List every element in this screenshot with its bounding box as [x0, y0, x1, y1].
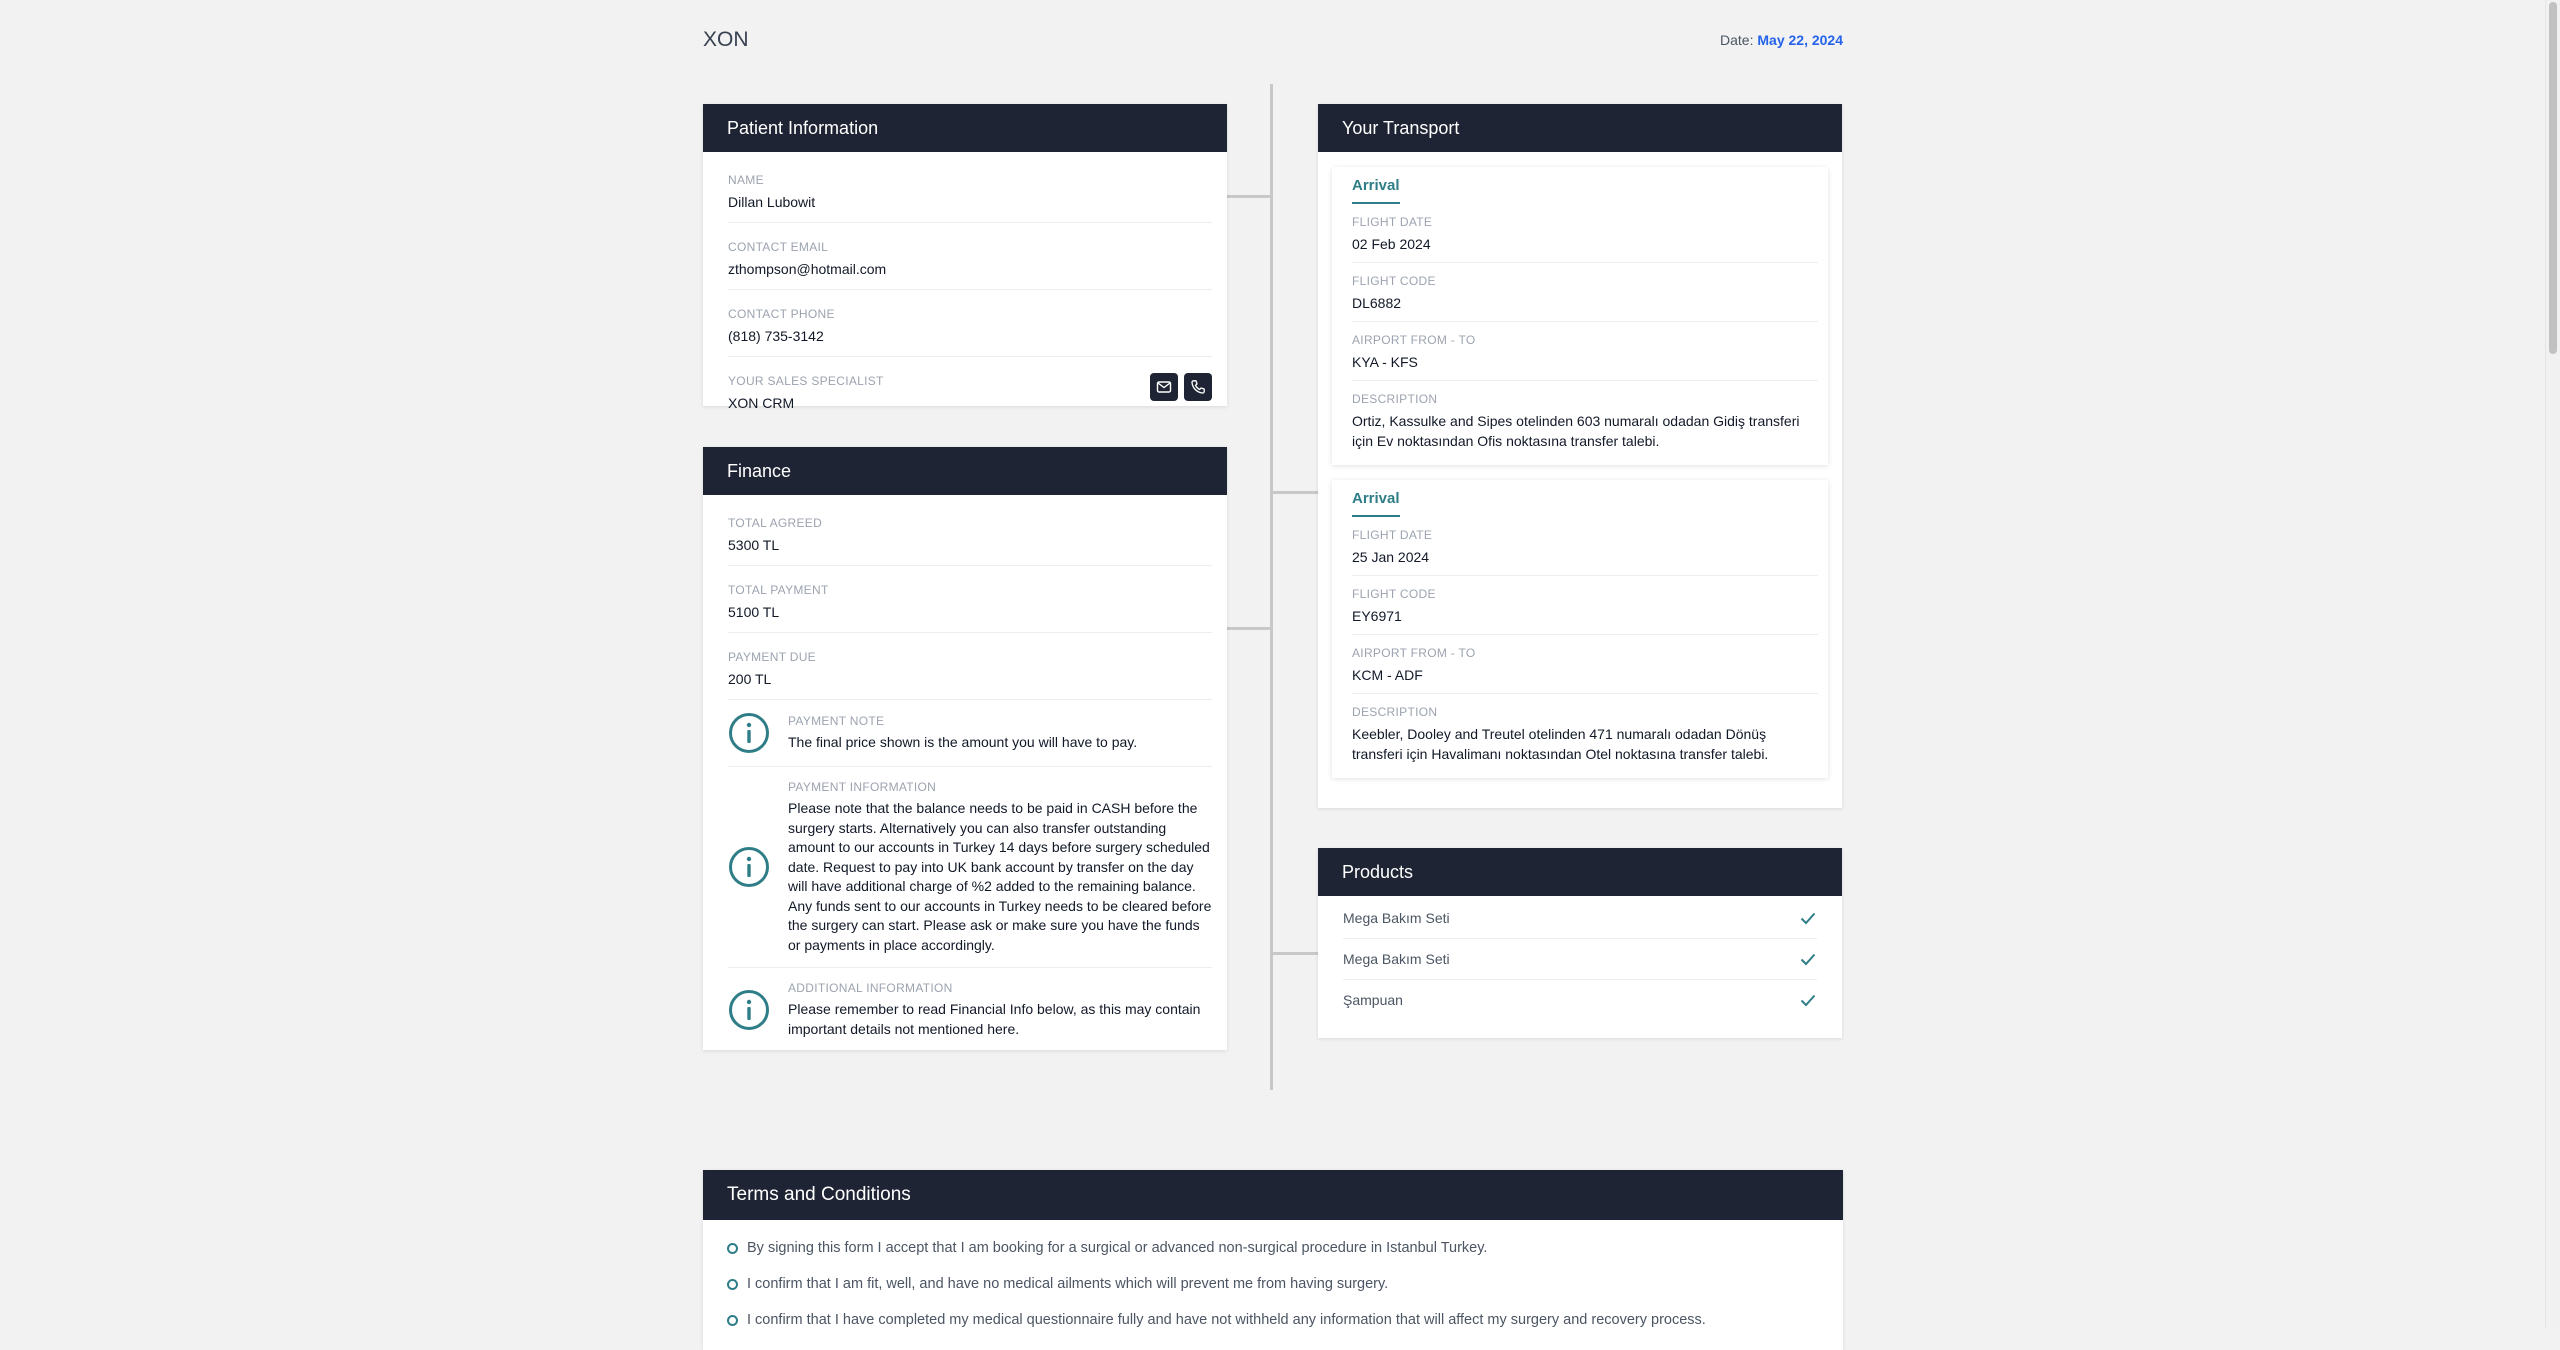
- flight-card: [1332, 480, 1828, 778]
- product-name: Mega Bakım Seti: [1343, 951, 1450, 967]
- date-label: Date:: [1720, 32, 1754, 48]
- contact-email: zthompson@hotmail.com: [728, 261, 887, 277]
- note-text: Please note that the balance needs to be paid in CASH before the surgery starts. Alternatively you can also transfer outstanding amount to our accounts in Turkey 14 days before surgery scheduled date. Request to pay into UK bank account by transfer on the day will have additional charge of %2 added to the remaining balance. Any funds sent to our accounts in Turkey needs to be cleared before the surgery can start. Please ask or make sure you have the funds or payments in place accordingly.: [788, 800, 1212, 953]
- timeline-connector: [1226, 627, 1270, 630]
- note-label: PAYMENT NOTE: [788, 714, 885, 729]
- field-label: AIRPORT FROM - TO: [1352, 333, 1476, 347]
- total-payment-field: [728, 566, 1212, 633]
- check-icon: [1799, 950, 1817, 968]
- mail-icon: [1156, 379, 1172, 395]
- info-icon: [728, 846, 770, 888]
- contact-phone-field: [728, 290, 1212, 357]
- sales-specialist: XON CRM: [728, 395, 795, 411]
- description-field: [1352, 694, 1818, 772]
- patient-name: Dillan Lubowit: [728, 194, 816, 210]
- description-field: [1352, 381, 1818, 459]
- airport-route-field: [1352, 635, 1818, 694]
- terms-title: Terms and Conditions: [703, 1170, 1843, 1220]
- transport-card: [1318, 104, 1842, 808]
- flight-date: 02 Feb 2024: [1352, 236, 1431, 252]
- flight-date-field: [1352, 204, 1818, 263]
- flight-date-field: [1352, 517, 1818, 576]
- patient-info-card: [703, 104, 1227, 411]
- transport-title: Your Transport: [1318, 104, 1842, 152]
- info-icon: [728, 989, 770, 1031]
- payment-due: 200 TL: [728, 671, 772, 687]
- sales-specialist-field: [728, 357, 1212, 423]
- field-label: TOTAL AGREED: [728, 516, 823, 530]
- additional-information-note: [728, 968, 1212, 1051]
- flight-card: [1332, 167, 1828, 465]
- product-item: [1343, 898, 1817, 939]
- field-label: FLIGHT CODE: [1352, 274, 1436, 288]
- date-value[interactable]: May 22, 2024: [1757, 32, 1843, 48]
- date-line: [1720, 32, 1843, 48]
- terms-item: By signing this form I accept that I am booking for a surgical or advanced non-surgical procedure in Istanbul Turkey.: [727, 1238, 1843, 1274]
- patient-info-title: Patient Information: [703, 104, 1227, 152]
- timeline-connector: [1273, 952, 1318, 955]
- airport-route: KCM - ADF: [1352, 667, 1423, 683]
- payment-due-field: [728, 633, 1212, 700]
- field-label: AIRPORT FROM - TO: [1352, 646, 1476, 660]
- field-label: PAYMENT DUE: [728, 650, 816, 664]
- total-agreed: 5300 TL: [728, 537, 780, 553]
- check-icon: [1799, 991, 1817, 1009]
- field-label: DESCRIPTION: [1352, 392, 1438, 406]
- terms-card: [703, 1170, 1843, 1350]
- tab-arrival[interactable]: Arrival: [1352, 490, 1400, 517]
- terms-list: [703, 1220, 1843, 1346]
- payment-note: [728, 700, 1212, 767]
- page-header: [703, 28, 1843, 58]
- finance-card: [703, 447, 1227, 1050]
- scrollbar-thumb[interactable]: [2549, 2, 2557, 354]
- flight-description: Keebler, Dooley and Treutel otelinden 471 numaralı odadan Dönüş transferi için Havalimanı noktasından Otel noktasına transfer talebi.: [1352, 726, 1769, 762]
- field-label: CONTACT EMAIL: [728, 240, 829, 254]
- check-icon: [1799, 909, 1817, 927]
- flight-code: EY6971: [1352, 608, 1402, 624]
- total-agreed-field: [728, 499, 1212, 566]
- product-name: Mega Bakım Seti: [1343, 910, 1450, 926]
- note-label: PAYMENT INFORMATION: [788, 780, 937, 794]
- terms-item: I confirm that I have completed my medical questionnaire fully and have not withheld any information that will affect my surgery and recovery process.: [727, 1310, 1843, 1346]
- contact-email-field: [728, 223, 1212, 290]
- note-text: Please remember to read Financial Info below, as this may contain important details not mentioned here.: [788, 1001, 1201, 1037]
- terms-item: I confirm that I am fit, well, and have no medical ailments which will prevent me from having surgery.: [727, 1274, 1843, 1310]
- total-payment: 5100 TL: [728, 604, 780, 620]
- call-specialist-button[interactable]: [1184, 373, 1212, 401]
- note-label: ADDITIONAL INFORMATION: [788, 981, 953, 995]
- field-label: FLIGHT DATE: [1352, 528, 1433, 542]
- specialist-contact-buttons: [1150, 373, 1212, 401]
- note-text: The final price shown is the amount you will have to pay.: [788, 734, 1138, 751]
- flight-code-field: [1352, 263, 1818, 322]
- field-label: DESCRIPTION: [1352, 705, 1438, 719]
- brand-name: XON: [703, 28, 749, 51]
- field-label: YOUR SALES SPECIALIST: [728, 374, 884, 388]
- timeline-line: [1270, 84, 1273, 1090]
- field-label: TOTAL PAYMENT: [728, 583, 829, 597]
- tab-arrival[interactable]: Arrival: [1352, 177, 1400, 204]
- flight-code-field: [1352, 576, 1818, 635]
- product-item: [1343, 980, 1817, 1020]
- payment-information-note: [728, 767, 1212, 968]
- phone-icon: [1190, 379, 1206, 395]
- email-specialist-button[interactable]: [1150, 373, 1178, 401]
- field-label: FLIGHT CODE: [1352, 587, 1436, 601]
- flight-code: DL6882: [1352, 295, 1402, 311]
- timeline-connector: [1273, 491, 1318, 494]
- field-label: CONTACT PHONE: [728, 307, 835, 321]
- airport-route-field: [1352, 322, 1818, 381]
- page-scrollbar[interactable]: [2545, 0, 2560, 1328]
- info-icon: [728, 712, 770, 754]
- product-name: Şampuan: [1343, 992, 1403, 1008]
- flight-description: Ortiz, Kassulke and Sipes otelinden 603 numaralı odadan Gidiş transferi için Ev noktasından Ofis noktasına transfer talebi.: [1352, 413, 1800, 449]
- timeline-connector: [1226, 195, 1270, 198]
- field-label: NAME: [728, 173, 764, 187]
- products-card: [1318, 848, 1842, 1038]
- flight-date: 25 Jan 2024: [1352, 549, 1430, 565]
- patient-name-field: [728, 156, 1212, 223]
- airport-route: KYA - KFS: [1352, 354, 1418, 370]
- finance-title: Finance: [703, 447, 1227, 495]
- contact-phone: (818) 735-3142: [728, 328, 824, 344]
- product-item: [1343, 939, 1817, 980]
- products-title: Products: [1318, 848, 1842, 896]
- field-label: FLIGHT DATE: [1352, 215, 1433, 229]
